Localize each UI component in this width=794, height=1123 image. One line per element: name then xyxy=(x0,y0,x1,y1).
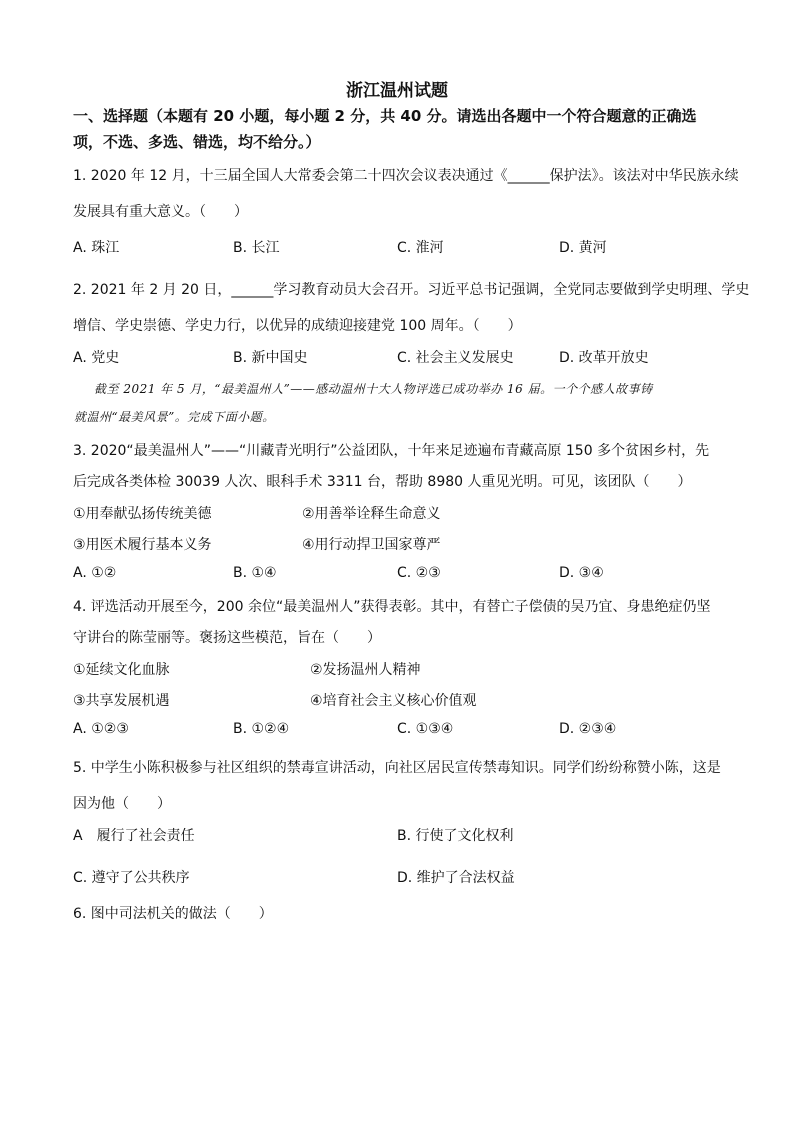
q4-statement-3: ③共享发展机遇 xyxy=(73,693,170,709)
q4-statement-2: ②发扬温州人精神 xyxy=(310,662,421,678)
q4-option-a[interactable]: A. ①②③ xyxy=(73,721,129,737)
q5-option-b[interactable]: B. 行使了文化权利 xyxy=(397,828,514,844)
q4-option-b[interactable]: B. ①②④ xyxy=(233,721,290,737)
q4-statement-4: ④培育社会主义核心价值观 xyxy=(310,693,477,709)
q2-stem-line1: 2. 2021 年 2 月 20 日，______学习教育动员大会召开。习近平总书记强调，全党同志要做到学史明理、学史 xyxy=(73,282,750,298)
q3-statement-4: ④用行动捍卫国家尊严 xyxy=(302,537,441,553)
q3-statement-3: ③用医术履行基本义务 xyxy=(73,537,212,553)
passage-line2: 就温州“最美风景”。完成下面小题。 xyxy=(74,410,275,424)
q2-option-b[interactable]: B. 新中国史 xyxy=(233,350,308,366)
q3-option-b[interactable]: B. ①④ xyxy=(233,565,277,581)
section-heading-line2: 项，不选、多选、错选，均不给分。） xyxy=(73,133,321,151)
q3-option-a[interactable]: A. ①② xyxy=(73,565,117,581)
q3-stem-line1: 3. 2020“最美温州人”——“川藏青光明行”公益团队，十年来足迹遍布青藏高原 150 多个贫困乡村，先 xyxy=(73,443,710,459)
q4-option-d[interactable]: D. ②③④ xyxy=(559,721,617,737)
q2-stem-line2: 增信、学史崇德、学史力行，以优异的成绩迎接建党 100 周年。（ ） xyxy=(73,318,522,334)
q4-option-c[interactable]: C. ①③④ xyxy=(397,721,454,737)
q5-option-d[interactable]: D. 维护了合法权益 xyxy=(397,870,515,886)
q3-statement-1: ①用奉献弘扬传统美德 xyxy=(73,506,212,522)
q1-option-c[interactable]: C. 淮河 xyxy=(397,240,444,256)
q6-stem-line1: 6. 图中司法机关的做法（ ） xyxy=(73,906,273,922)
q4-statement-1: ①延续文化血脉 xyxy=(73,662,170,678)
q3-stem-line2: 后完成各类体检 30039 人次、眼科手术 3311 台，帮助 8980 人重见光明。可见，该团队（ ） xyxy=(73,474,692,490)
q5-option-c[interactable]: C. 遵守了公共秩序 xyxy=(73,870,190,886)
q5-stem-line2: 因为他（ ） xyxy=(73,796,171,812)
q1-stem-line2: 发展具有重大意义。（ ） xyxy=(73,204,248,220)
q5-option-a[interactable]: A 履行了社会责任 xyxy=(73,828,195,844)
passage-line1: 截至 2021 年 5 月，“最美温州人”——感动温州十大人物评选已成功举办 16 届。一个个感人故事铸 xyxy=(94,382,653,396)
q1-option-a[interactable]: A. 珠江 xyxy=(73,240,120,256)
q2-option-d[interactable]: D. 改革开放史 xyxy=(559,350,649,366)
q4-stem-line2: 守讲台的陈莹丽等。褒扬这些模范，旨在（ ） xyxy=(73,630,381,646)
page-title: 浙江温州试题 xyxy=(346,81,448,101)
q1-option-b[interactable]: B. 长江 xyxy=(233,240,280,256)
q3-option-c[interactable]: C. ②③ xyxy=(397,565,441,581)
q3-statement-2: ②用善举诠释生命意义 xyxy=(302,506,441,522)
q4-stem-line1: 4. 评选活动开展至今，200 余位“最美温州人”获得表彰。其中，有替亡子偿债的吴乃宜、身患绝症仍坚 xyxy=(73,599,711,615)
q1-option-d[interactable]: D. 黄河 xyxy=(559,240,607,256)
q2-option-a[interactable]: A. 党史 xyxy=(73,350,120,366)
q2-option-c[interactable]: C. 社会主义发展史 xyxy=(397,350,514,366)
q5-stem-line1: 5. 中学生小陈积极参与社区组织的禁毒宣讲活动，向社区居民宣传禁毒知识。同学们纷纷称赞小陈，这是 xyxy=(73,760,721,776)
q1-stem-line1: 1. 2020 年 12 月，十三届全国人大常委会第二十四次会议表决通过《______保护法》。该法对中华民族永续 xyxy=(73,168,739,184)
q3-option-d[interactable]: D. ③④ xyxy=(559,565,604,581)
section-heading-line1: 一、选择题（本题有 20 小题，每小题 2 分，共 40 分。请选出各题中一个符合题意的正确选 xyxy=(73,107,697,125)
